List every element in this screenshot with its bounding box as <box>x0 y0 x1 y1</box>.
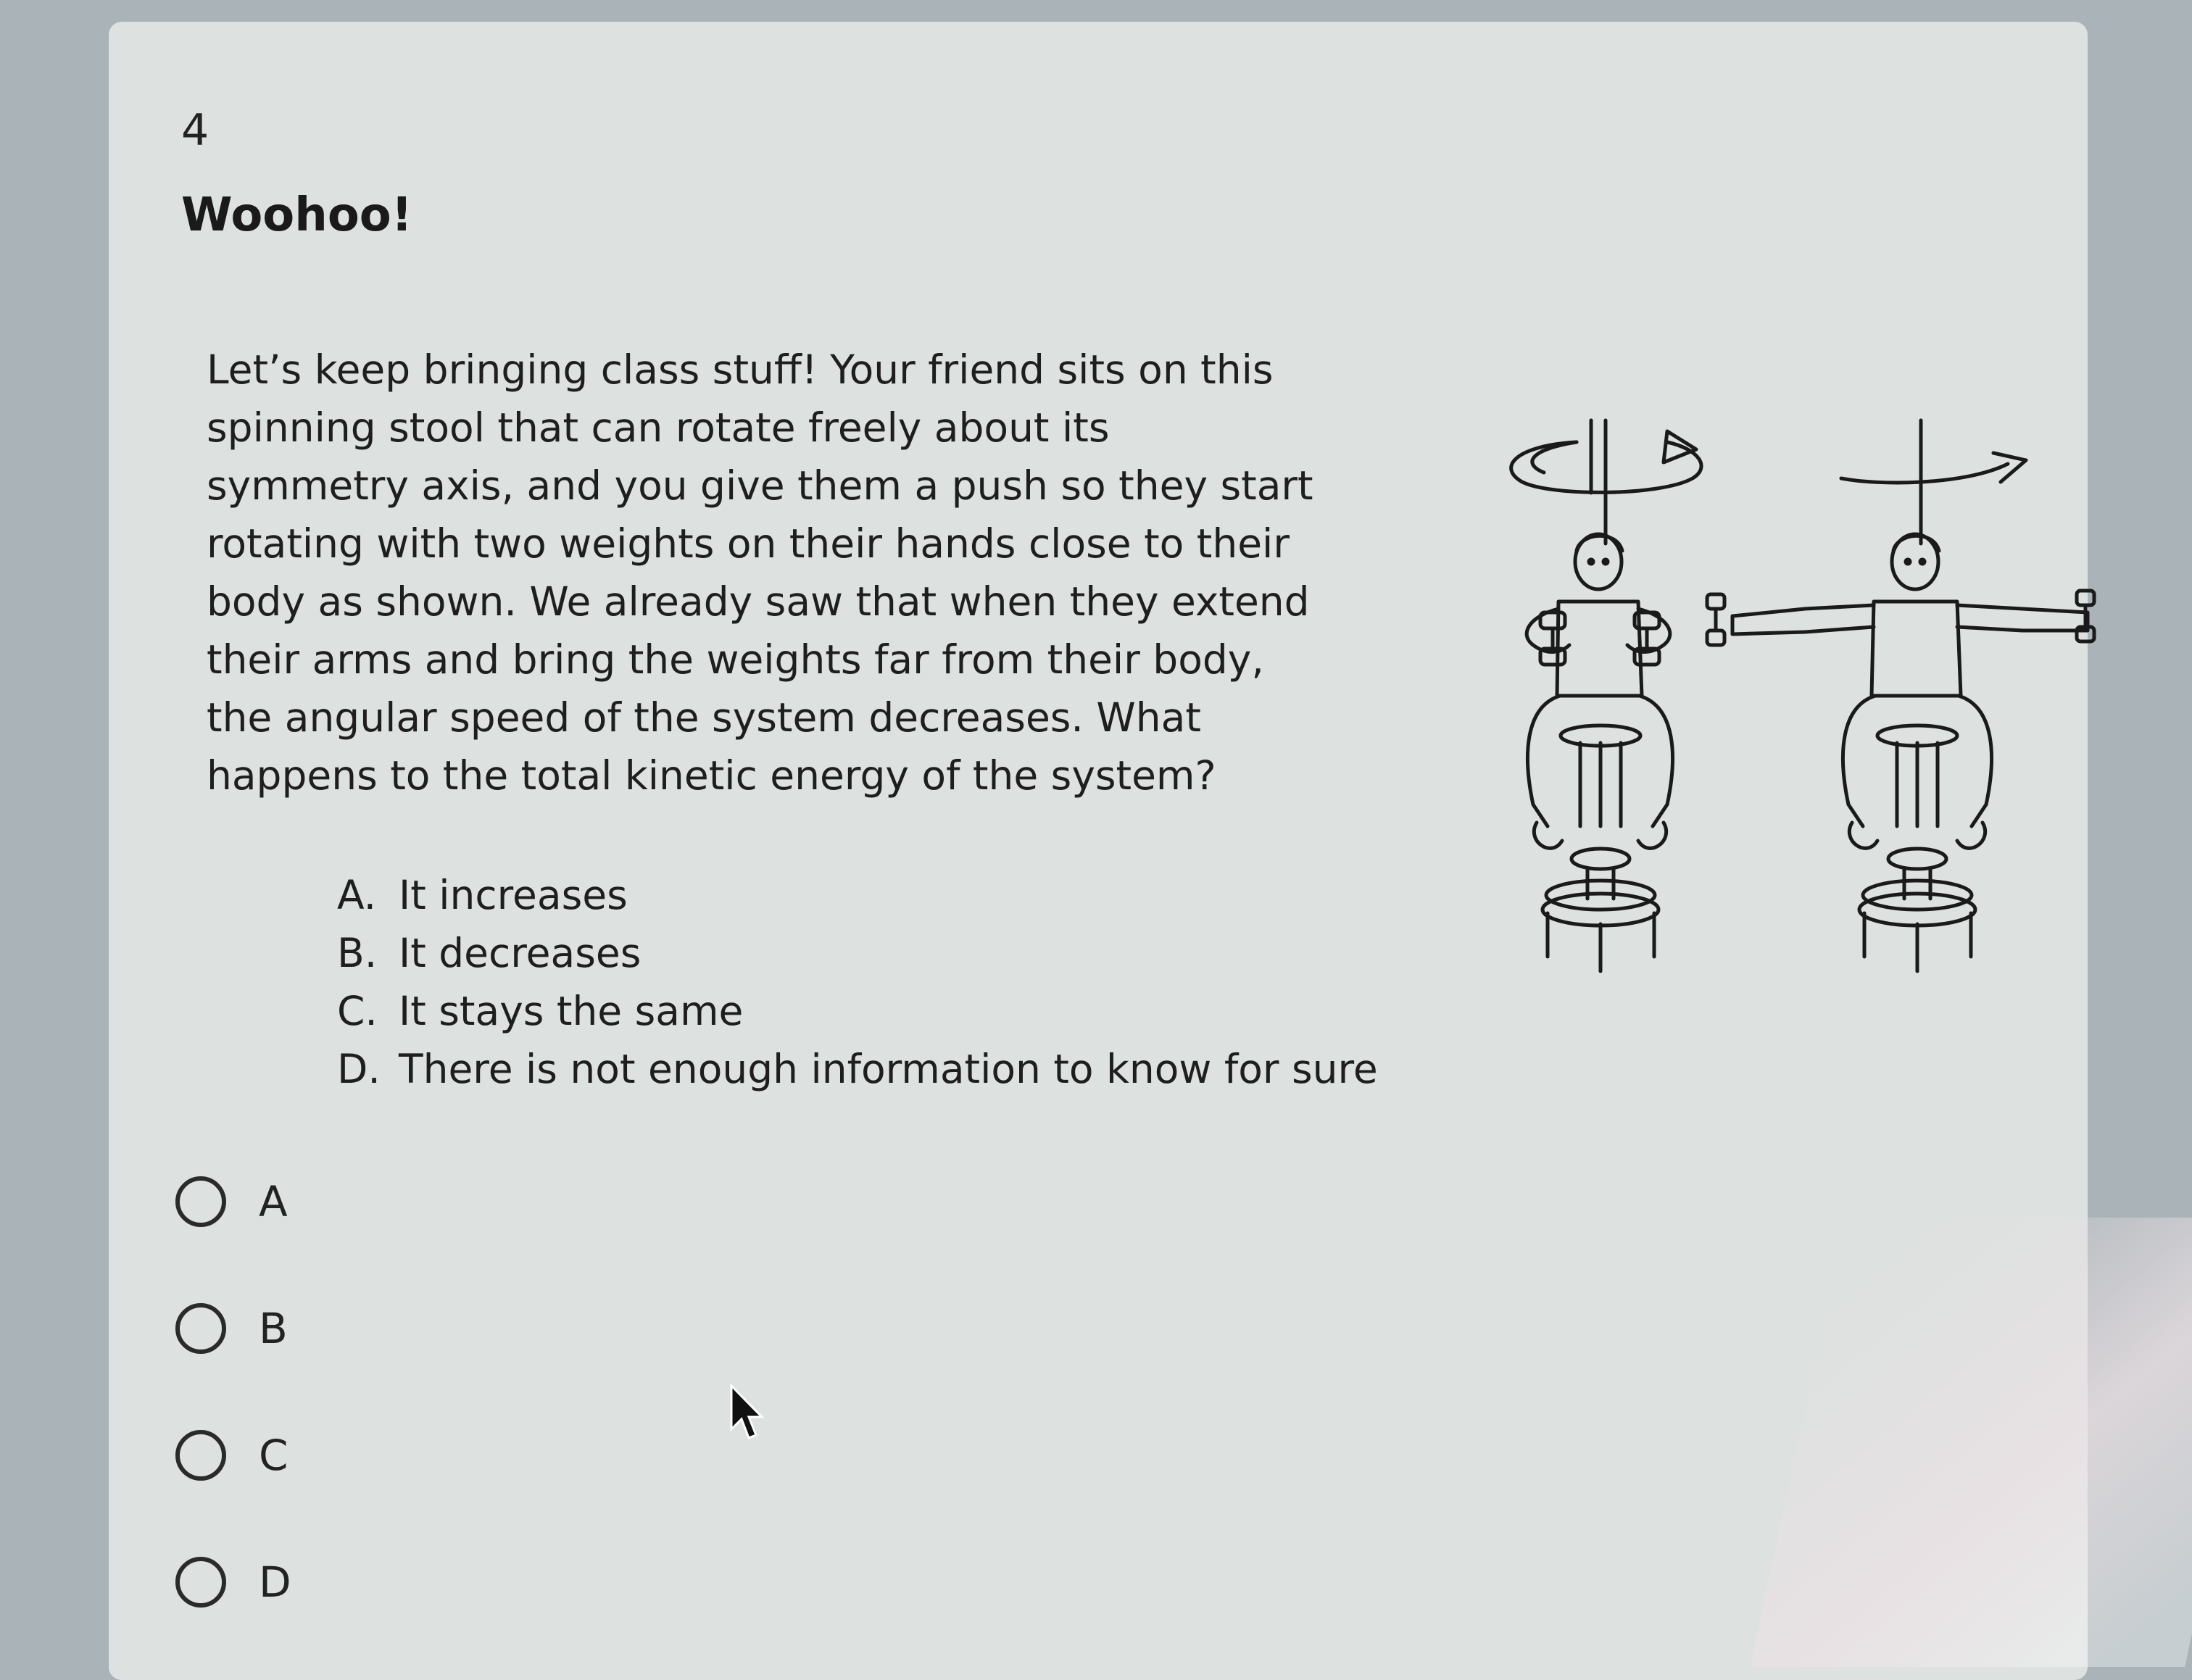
question-line: body as shown. We already saw that when they extend <box>207 578 1310 625</box>
radio-button-d[interactable] <box>175 1557 226 1608</box>
question-line: symmetry axis, and you give them a push so they start <box>207 462 1313 509</box>
screen-glare <box>1750 1218 2192 1667</box>
choice-item <box>337 1040 1378 1098</box>
answer-option-label: C <box>259 1430 288 1480</box>
question-number: 4 <box>181 105 209 156</box>
person-arms-extended-figure <box>1707 420 2094 971</box>
answer-options <box>175 1138 465 1645</box>
question-line: happens to the total kinetic energy of the system? <box>207 752 1216 799</box>
answer-option-a[interactable] <box>175 1138 465 1265</box>
question-text <box>207 341 1482 804</box>
person-arms-close-figure <box>1511 420 1701 971</box>
choice-letter: D. <box>337 1046 381 1092</box>
choice-list <box>337 866 1378 1098</box>
question-line: spinning stool that can rotate freely about its <box>207 404 1110 451</box>
radio-button-a[interactable] <box>175 1176 226 1227</box>
spinning-stool-illustration <box>1370 377 2102 1015</box>
choice-text: It increases <box>399 872 628 918</box>
choice-letter: C. <box>337 988 378 1034</box>
choice-text: It stays the same <box>399 988 744 1034</box>
choice-item <box>337 924 1378 982</box>
answer-option-label: B <box>259 1303 288 1353</box>
radio-button-b[interactable] <box>175 1303 226 1354</box>
choice-item <box>337 866 1378 924</box>
answer-option-label: A <box>259 1176 288 1226</box>
choice-text: It decreases <box>399 930 642 976</box>
question-line: rotating with two weights on their hands close to their <box>207 520 1290 567</box>
answer-option-d[interactable] <box>175 1518 465 1645</box>
question-card <box>109 22 2088 1680</box>
choice-text: There is not enough information to know for sure <box>399 1046 1378 1092</box>
answer-option-b[interactable] <box>175 1265 465 1392</box>
question-line: the angular speed of the system decreases. What <box>207 694 1201 741</box>
choice-item <box>337 982 1378 1040</box>
question-title: Woohoo! <box>181 188 412 242</box>
mouse-cursor-icon <box>728 1384 765 1442</box>
choice-letter: B. <box>337 930 378 976</box>
question-line: Let’s keep bringing class stuff! Your friend sits on this <box>207 346 1274 393</box>
radio-button-c[interactable] <box>175 1430 226 1481</box>
choice-letter: A. <box>337 872 377 918</box>
answer-option-label: D <box>259 1557 291 1607</box>
answer-option-c[interactable] <box>175 1392 465 1518</box>
question-line: their arms and bring the weights far from their body, <box>207 636 1264 683</box>
